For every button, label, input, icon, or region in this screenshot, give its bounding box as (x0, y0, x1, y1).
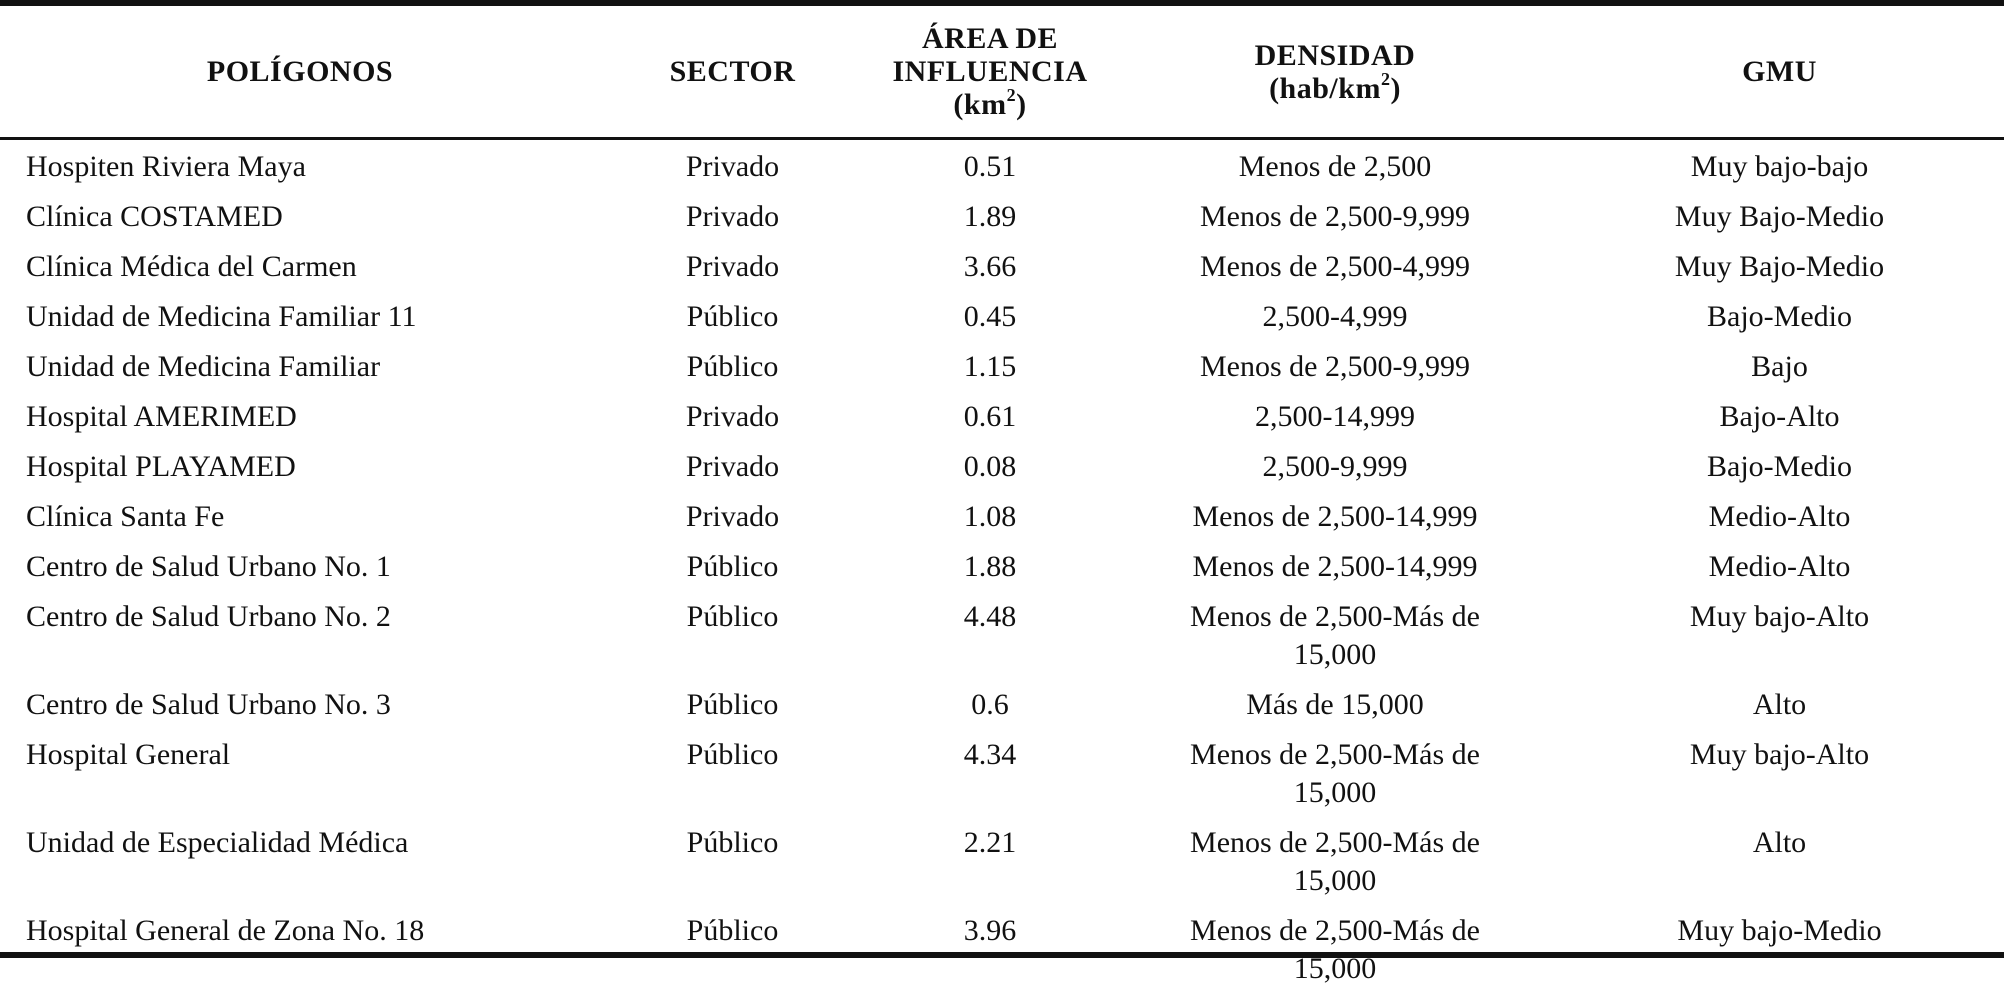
cell-area: 4.48 (963, 600, 1017, 633)
cell-poligono: Clínica COSTAMED (26, 200, 283, 233)
cell-sector: Privado (685, 200, 780, 233)
cell-sector: Público (686, 738, 779, 771)
header-area (865, 6, 1115, 137)
table-row (0, 680, 2004, 730)
cell-poligono: Centro de Salud Urbano No. 1 (26, 550, 391, 583)
cell-densidad: Más de 15,000 (1246, 688, 1424, 721)
cell-gmu: Muy bajo-Medio (1677, 914, 1882, 947)
table-row (0, 292, 2004, 342)
cell-gmu: Bajo-Alto (1719, 400, 1840, 433)
cell-area: 1.08 (963, 500, 1017, 533)
cell-gmu: Muy bajo-Alto (1689, 738, 1870, 771)
cell-area: 0.61 (963, 400, 1017, 433)
cell-area: 0.6 (971, 688, 1009, 721)
cell-area: 0.08 (963, 450, 1017, 483)
cell-poligono: Hospital General de Zona No. 18 (26, 914, 425, 947)
cell-sector: Privado (685, 450, 780, 483)
table-row (0, 142, 2004, 192)
cell-sector: Público (686, 826, 779, 859)
cell-gmu: Bajo-Medio (1707, 450, 1852, 483)
cell-poligono: Hospital PLAYAMED (26, 450, 296, 483)
header-sector: SECTOR (669, 55, 796, 88)
header-densidad-line1: DENSIDAD (1254, 38, 1416, 72)
cell-sector: Privado (685, 500, 780, 533)
cell-area: 1.88 (963, 550, 1017, 583)
table-row (0, 818, 2004, 906)
cell-gmu: Medio-Alto (1708, 550, 1851, 583)
table-row (0, 492, 2004, 542)
cell-poligono: Hospital General (26, 738, 231, 771)
table-row (0, 242, 2004, 292)
cell-sector: Público (686, 300, 779, 333)
cell-area: 0.51 (963, 150, 1017, 183)
header-area-unit: $(km^2)$ (953, 85, 1027, 121)
cell-gmu: Bajo-Medio (1707, 300, 1852, 333)
header-densidad-unit: $(hab/km^2)$ (1269, 68, 1401, 105)
table-row (0, 342, 2004, 392)
table-row (0, 730, 2004, 818)
cell-gmu: Bajo (1751, 350, 1808, 383)
data-table (0, 6, 2004, 994)
cell-gmu: Alto (1752, 826, 1807, 859)
cell-densidad: Menos de 2,500-4,999 (1200, 250, 1470, 283)
cell-poligono: Clínica Médica del Carmen (26, 250, 357, 283)
table-row (0, 906, 2004, 994)
cell-sector: Público (686, 600, 779, 633)
table-row (0, 192, 2004, 242)
cell-densidad: Menos de 2,500-Más de 15,000 (1190, 914, 1480, 985)
cell-gmu: Alto (1752, 688, 1807, 721)
cell-densidad: 2,500-4,999 (1262, 300, 1408, 333)
cell-gmu: Muy Bajo-Medio (1674, 200, 1885, 233)
cell-densidad: Menos de 2,500-Más de 15,000 (1190, 738, 1480, 809)
cell-poligono: Unidad de Medicina Familiar 11 (26, 300, 417, 333)
cell-poligono: Clínica Santa Fe (26, 500, 225, 533)
cell-poligono: Hospiten Riviera Maya (26, 150, 306, 183)
cell-densidad: Menos de 2,500-9,999 (1200, 350, 1470, 383)
cell-poligono: Unidad de Medicina Familiar (26, 350, 381, 383)
cell-area: 0.45 (963, 300, 1017, 333)
cell-sector: Público (686, 350, 779, 383)
cell-densidad: Menos de 2,500-9,999 (1200, 200, 1470, 233)
header-area-line2: INFLUENCIA (892, 55, 1088, 88)
cell-densidad: Menos de 2,500-14,999 (1192, 550, 1478, 583)
cell-gmu: Muy bajo-bajo (1690, 150, 1869, 183)
header-gmu: GMU (1742, 55, 1817, 88)
cell-gmu: Muy bajo-Alto (1689, 600, 1870, 633)
cell-sector: Privado (685, 150, 780, 183)
cell-sector: Público (686, 550, 779, 583)
cell-gmu: Medio-Alto (1708, 500, 1851, 533)
table-row (0, 542, 2004, 592)
cell-densidad: 2,500-14,999 (1255, 400, 1415, 433)
cell-densidad: Menos de 2,500 (1238, 150, 1432, 183)
table-row (0, 592, 2004, 680)
table-body (0, 137, 2004, 994)
cell-sector: Público (686, 688, 779, 721)
cell-poligono: Hospital AMERIMED (26, 400, 297, 433)
header-area-line1: ÁREA DE (921, 22, 1059, 55)
cell-poligono: Unidad de Especialidad Médica (26, 826, 409, 859)
header-densidad (1115, 6, 1555, 137)
header-poligonos: POLÍGONOS (206, 55, 394, 88)
cell-densidad: Menos de 2,500-14,999 (1192, 500, 1478, 533)
cell-sector: Privado (685, 250, 780, 283)
cell-area: 1.15 (963, 350, 1017, 383)
cell-densidad: Menos de 2,500-Más de 15,000 (1190, 600, 1480, 671)
cell-sector: Privado (685, 400, 780, 433)
cell-area: 4.34 (963, 738, 1017, 771)
cell-gmu: Muy Bajo-Medio (1674, 250, 1885, 283)
table-row (0, 392, 2004, 442)
table-row (0, 442, 2004, 492)
cell-densidad: Menos de 2,500-Más de 15,000 (1190, 826, 1480, 897)
cell-poligono: Centro de Salud Urbano No. 3 (26, 688, 391, 721)
table-header-row (0, 6, 2004, 137)
cell-area: 2.21 (963, 826, 1017, 859)
cell-area: 3.66 (963, 250, 1017, 283)
cell-area: 1.89 (963, 200, 1017, 233)
cell-poligono: Centro de Salud Urbano No. 2 (26, 600, 391, 633)
cell-area: 3.96 (963, 914, 1017, 947)
cell-sector: Público (686, 914, 779, 947)
cell-densidad: 2,500-9,999 (1262, 450, 1408, 483)
table-header (0, 6, 2004, 137)
